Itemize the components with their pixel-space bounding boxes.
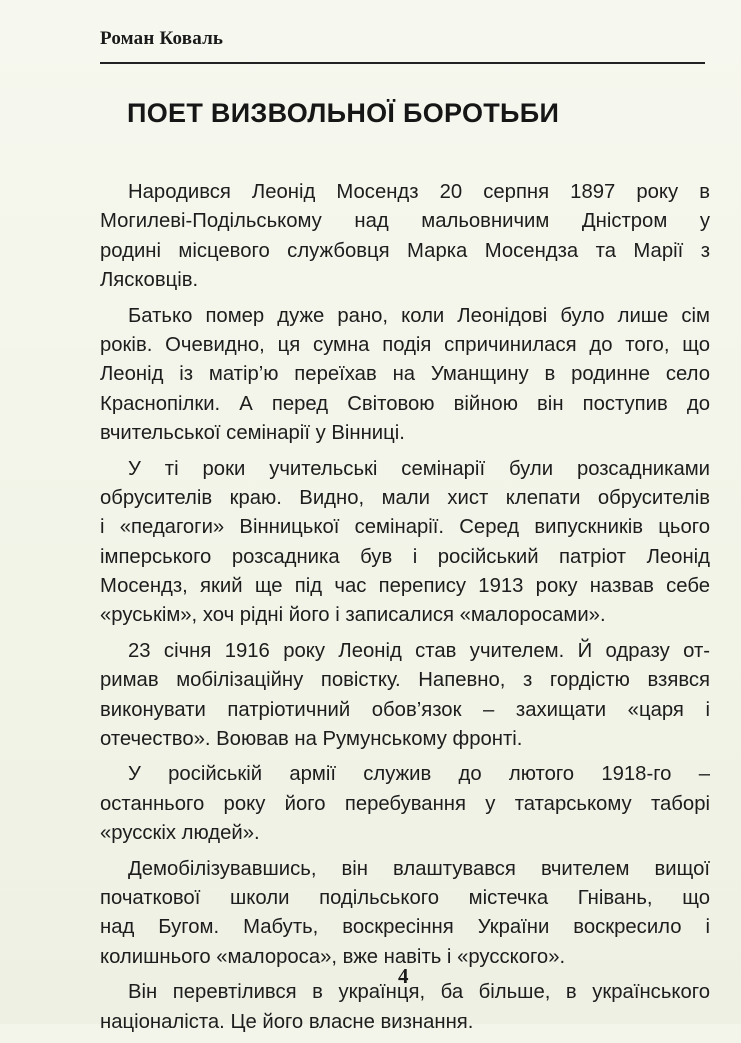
paragraph <box>100 302 710 449</box>
text-line: початкової школи подільського містечка Гнівань, що <box>100 886 710 909</box>
text-line: Леонід із матір’ю переїхав на Уманщину в родинне село <box>100 363 710 386</box>
text-line: Він перевтілився в українця, ба більше, в українського <box>128 981 710 1004</box>
text-line: У ті роки учительські семінарії були розсадниками <box>128 457 710 480</box>
text-line: Лясковців. <box>100 269 199 292</box>
text-line: Батько помер дуже рано, коли Леонідові було лише сім <box>128 304 710 327</box>
text-line: колишнього «малороса», вже навіть і «русского». <box>100 945 566 968</box>
text-line: вчительської семінарії у Вінниці. <box>100 422 405 445</box>
text-line: Мосендз, який ще під час перепису 1913 року назвав себе <box>100 575 710 598</box>
paragraph <box>100 760 710 848</box>
text-line: років. Очевидно, ця сумна подія спричинилася до того, що <box>100 333 710 356</box>
page-number: 4 <box>398 964 409 988</box>
text-line: виконувати патріотичний обов’язок – захищати «царя і <box>100 698 710 721</box>
text-line: «русскіх людей». <box>100 822 260 845</box>
text-line: Народився Леонід Мосендз 20 серпня 1897 року в <box>128 181 710 203</box>
text-line: отечество». Воював на Румунському фронті. <box>100 728 523 751</box>
paragraph <box>100 178 710 296</box>
text-line: націоналіста. Це його власне визнання. <box>100 1010 474 1033</box>
text-line: Краснопілки. А перед Світовою війною він поступив до <box>100 392 710 415</box>
paragraph <box>100 455 710 631</box>
text-line: обрусителів краю. Видно, мали хист клепати обрусителів <box>100 486 710 509</box>
header-rule <box>100 62 705 64</box>
text-line: 23 січня 1916 року Леонід став учителем. Й одразу от- <box>128 639 710 662</box>
text-line: Демобілізувавшись, він влаштувався вчителем вищої <box>128 857 710 880</box>
text-line: і «педагоги» Вінницької семінарії. Серед випускників цього <box>100 516 710 539</box>
body-text <box>100 178 710 1043</box>
paragraph <box>100 637 710 755</box>
running-head-author: Роман Коваль <box>100 28 224 49</box>
text-line: Могилеві-Подільському над мальовничим Дністром у <box>100 210 710 233</box>
text-line: останнього року його перебування у татарському таборі <box>100 792 710 815</box>
chapter-title: ПОЕТ ВИЗВОЛЬНОЇ БОРОТЬБИ <box>127 98 560 128</box>
text-line: родині місцевого службовця Марка Мосендза та Марії з <box>100 239 710 262</box>
text-line: над Бугом. Мабуть, воскресіння України воскресило і <box>100 916 710 939</box>
text-line: «руськім», хоч рідні його і записалися «малоросами». <box>100 604 606 627</box>
paragraph <box>100 855 710 973</box>
text-line: римав мобілізаційну повістку. Напевно, з гордістю взявся <box>100 669 710 692</box>
text-line: У російській армії служив до лютого 1918-го – <box>128 763 710 786</box>
text-line: імперського розсадника був і російський патріот Леонід <box>100 545 710 568</box>
